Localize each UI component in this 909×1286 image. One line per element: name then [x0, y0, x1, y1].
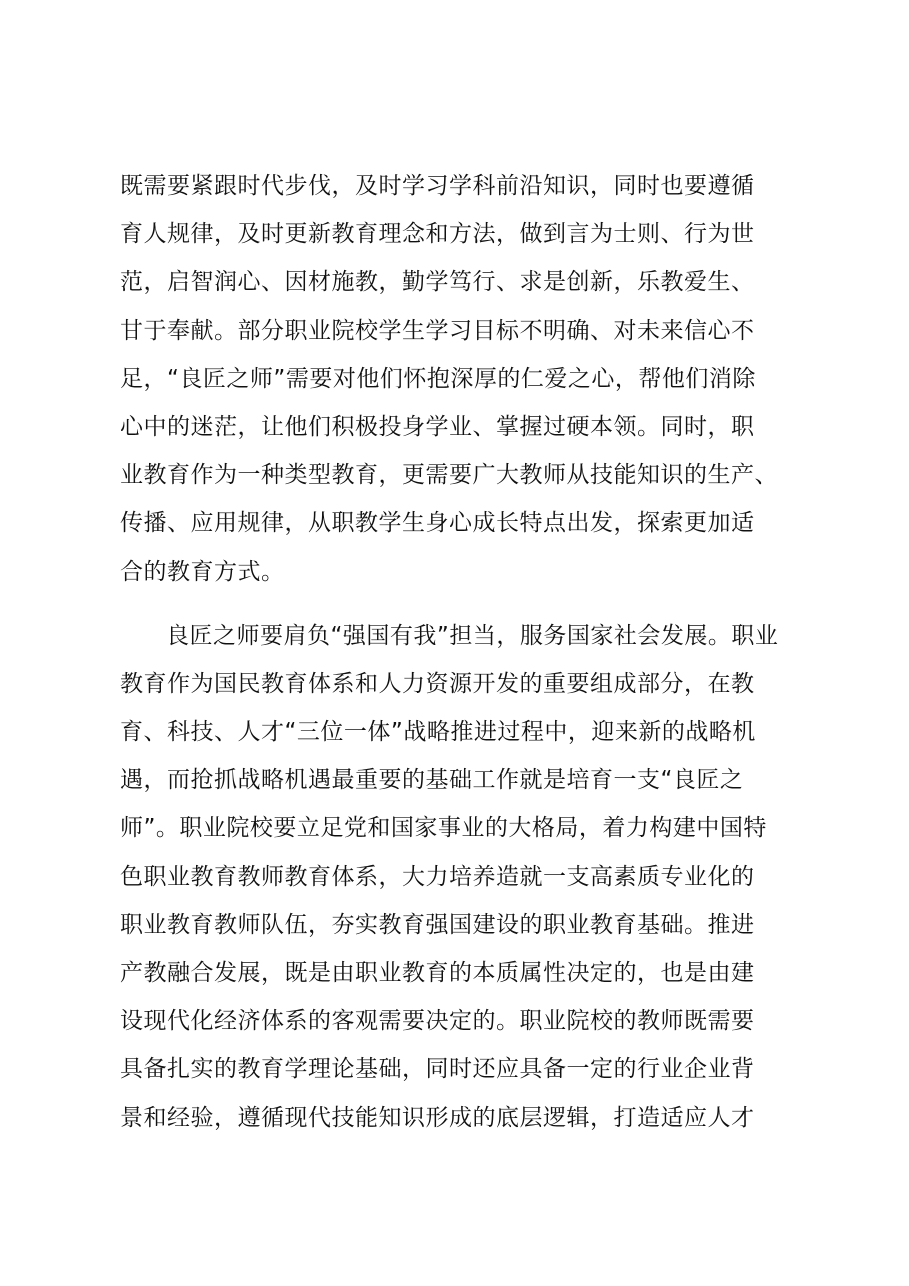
text-line: 景和经验，遵循现代技能知识形成的底层逻辑，打造适应人才: [120, 1104, 755, 1131]
text-line: 甘于奉献。部分职业院校学生学习目标不明确、对未来信心不: [120, 317, 755, 344]
paragraph-1: [120, 162, 820, 596]
text-line: 具备扎实的教育学理论基础，同时还应具备一定的行业企业背: [120, 1056, 755, 1083]
text-line: 合的教育方式。: [120, 558, 285, 585]
text-line: 遇，而抢抓战略机遇最重要的基础工作就是培育一支“良匠之: [120, 767, 744, 794]
text-line: 既需要紧跟时代步伐，及时学习学科前沿知识，同时也要遵循: [120, 173, 755, 199]
document-body: [120, 162, 820, 1142]
text-line: 色职业教育教师教育体系，大力培养造就一支高素质专业化的: [120, 863, 755, 890]
paragraph-2: [120, 612, 820, 1142]
text-line: 产教融合发展，既是由职业教育的本质属性决定的，也是由建: [120, 960, 755, 986]
text-line: 设现代化经济体系的客观需要决定的。职业院校的教师既需要: [120, 1008, 755, 1035]
text-line: 业教育作为一种类型教育，更需要广大教师从技能知识的生产、: [120, 462, 778, 489]
text-line: 良匠之师要肩负“强国有我”担当，服务国家社会发展。职业: [166, 622, 779, 649]
text-line: 职业教育教师队伍，夯实教育强国建设的职业教育基础。推进: [120, 911, 755, 938]
text-line: 心中的迷茫，让他们积极投身学业、掌握过硬本领。同时，职: [120, 413, 755, 440]
text-line: 教育作为国民教育体系和人力资源开发的重要组成部分，在教: [120, 670, 755, 697]
text-line: 传播、应用规律，从职教学生身心成长特点出发，探索更加适: [120, 510, 755, 537]
text-line: 育人规律，及时更新教育理念和方法，做到言为士则、行为世: [120, 221, 755, 248]
text-line: 师”。职业院校要立足党和国家事业的大格局，着力构建中国特: [120, 815, 767, 842]
text-line: 范，启智润心、因材施教，勤学笃行、求是创新，乐教爱生、: [120, 269, 755, 296]
paragraph-spacer: [120, 596, 820, 612]
text-line: 足，“良匠之师”需要对他们怀抱深厚的仁爱之心，帮他们消除: [120, 365, 756, 392]
text-line: 育、科技、人才“三位一体”战略推进过程中，迎来新的战略机: [120, 719, 756, 746]
